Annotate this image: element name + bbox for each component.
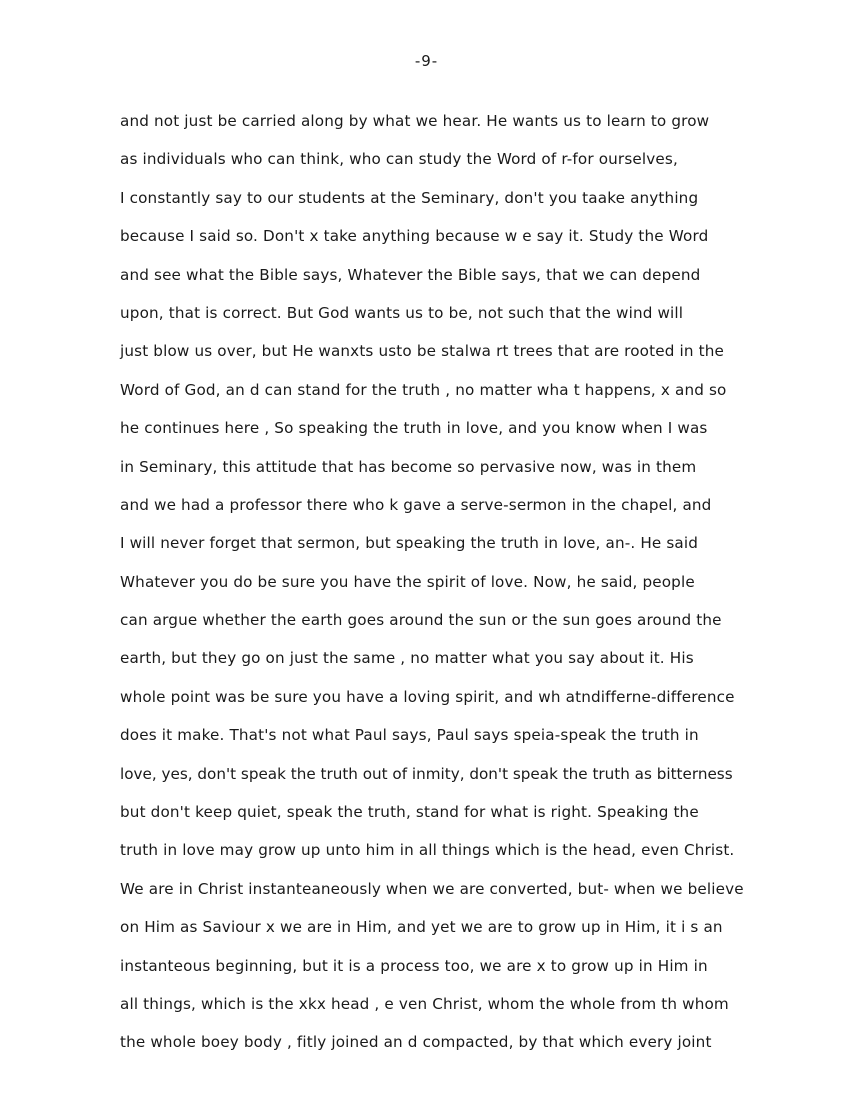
text-line: I will never forget that sermon, but speaking the truth in love, an-. He said bbox=[120, 534, 699, 553]
text-line: Word of God, an d can stand for the truth , no matter wha t happens, x and so bbox=[120, 380, 727, 399]
page-number: -9- bbox=[414, 52, 439, 70]
text-line: because I said so. Don't x take anything because w e say it. Study the Word bbox=[120, 227, 709, 246]
text-line: whole point was be sure you have a loving spirit, and wh atndifferne-difference bbox=[120, 687, 735, 706]
body-text bbox=[120, 108, 810, 1068]
text-line: and see what the Bible says, Whatever the Bible says, that we can depend bbox=[120, 265, 701, 284]
text-line: upon, that is correct. But God wants us to be, not such that the wind will bbox=[120, 303, 684, 322]
text-line: love, yes, don't speak the truth out of inmity, don't speak the truth as bitterness bbox=[120, 764, 733, 783]
text-line: earth, but they go on just the same , no matter what you say about it. His bbox=[120, 649, 694, 668]
text-line: can argue whether the earth goes around the sun or the sun goes around the bbox=[120, 611, 722, 630]
text-line: but don't keep quiet, speak the truth, stand for what is right. Speaking the bbox=[120, 803, 699, 822]
text-line: does it make. That's not what Paul says, Paul says speia-speak the truth in bbox=[120, 726, 699, 745]
text-line: and we had a professor there who k gave a serve-sermon in the chapel, and bbox=[120, 495, 712, 514]
text-line: the whole boey body , fitly joined an d compacted, by that which every joint bbox=[120, 1033, 712, 1052]
text-line: and not just be carried along by what we hear. He wants us to learn to grow bbox=[120, 112, 710, 130]
text-line: I constantly say to our students at the Seminary, don't you taake anything bbox=[120, 188, 699, 207]
text-line: Whatever you do be sure you have the spirit of love. Now, he said, people bbox=[120, 572, 695, 591]
text-line: truth in love may grow up unto him in all things which is the head, even Christ. bbox=[120, 841, 735, 860]
text-line: in Seminary, this attitude that has become so pervasive now, was in them bbox=[120, 457, 697, 476]
text-line: all things, which is the xkx head , e ven Christ, whom the whole from th whom bbox=[120, 994, 729, 1013]
text-line: We are in Christ instanteaneously when we are converted, but- when we believe bbox=[120, 879, 744, 898]
text-line: he continues here , So speaking the truth in love, and you know when I was bbox=[120, 419, 708, 438]
text-line: on Him as Saviour x we are in Him, and yet we are to grow up in Him, it i s an bbox=[120, 918, 723, 937]
text-line: instanteous beginning, but it is a process too, we are x to grow up in Him in bbox=[120, 956, 708, 975]
text-line: as individuals who can think, who can study the Word of r-for ourselves, bbox=[120, 150, 678, 169]
text-line: just blow us over, but He wanxts usto be stalwa rt trees that are rooted in the bbox=[120, 342, 724, 361]
